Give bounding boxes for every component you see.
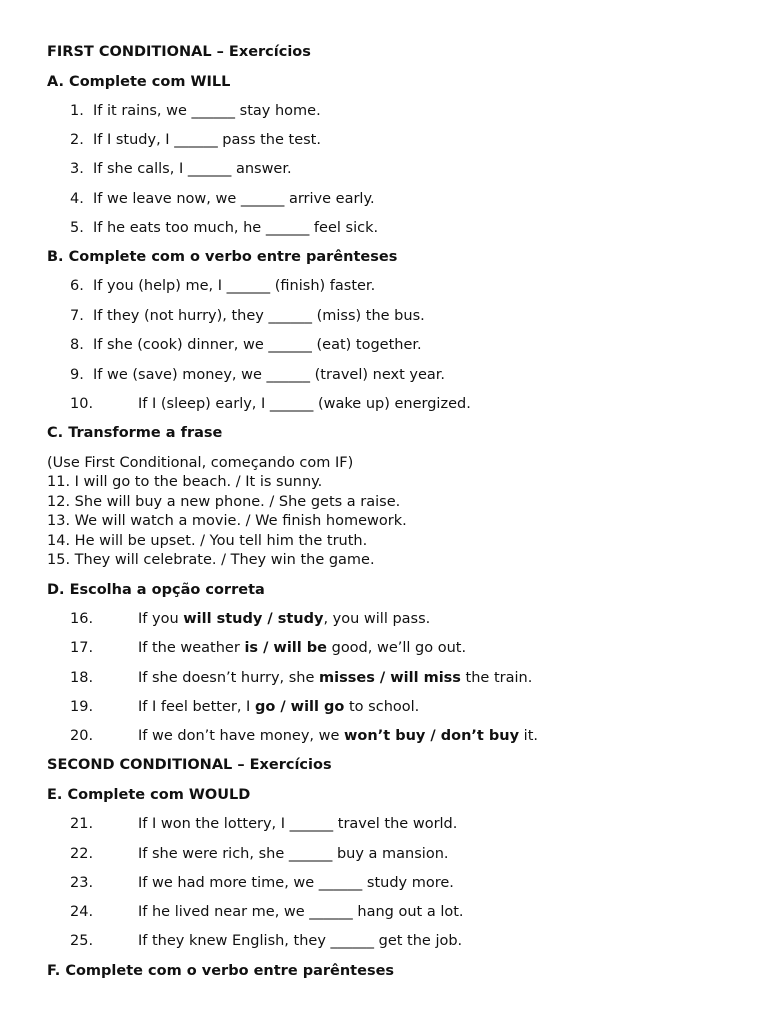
item-text: If they (not hurry), they ______ (miss) the bus.	[93, 308, 425, 324]
item-number: 20.	[70, 728, 94, 744]
item-number: 10.	[70, 396, 94, 412]
item-text: If we don’t have money, we won’t buy / don’t buy it.	[138, 728, 538, 744]
section-e-heading: E. Complete com WOULD	[47, 787, 251, 803]
choice-options: misses / will miss	[319, 670, 461, 686]
list-item: 13. We will watch a movie. / We finish homework.	[47, 513, 407, 529]
item-number: 4.	[70, 191, 84, 207]
item-number: 5.	[70, 220, 84, 236]
item-text: If we (save) money, we ______ (travel) next year.	[93, 367, 445, 383]
section-a-heading: A. Complete com WILL	[47, 74, 231, 90]
item-number: 21.	[70, 816, 94, 832]
choice-options: will study / study	[183, 611, 324, 627]
item-text: If she (cook) dinner, we ______ (eat) together.	[93, 337, 422, 353]
item-text: If she were rich, she ______ buy a mansion.	[138, 846, 449, 862]
item-text: If we had more time, we ______ study more.	[138, 875, 454, 891]
item-text: If she doesn’t hurry, she misses / will miss the train.	[138, 670, 533, 686]
item-number: 23.	[70, 875, 94, 891]
item-number: 24.	[70, 904, 94, 920]
item-number: 8.	[70, 337, 84, 353]
item-number: 17.	[70, 640, 94, 656]
choice-options: won’t buy / don’t buy	[344, 728, 520, 744]
section-d-heading: D. Escolha a opção correta	[47, 582, 265, 598]
second-conditional-title: SECOND CONDITIONAL – Exercícios	[47, 757, 332, 773]
list-item: 14. He will be upset. / You tell him the truth.	[47, 533, 368, 549]
item-text: If you (help) me, I ______ (finish) faster.	[93, 278, 376, 294]
item-number: 18.	[70, 670, 94, 686]
choice-options: go / will go	[254, 699, 345, 715]
item-text: If I feel better, I go / will go to school.	[138, 699, 420, 715]
section-c-heading: C. Transforme a frase	[47, 425, 223, 441]
item-number: 7.	[70, 308, 84, 324]
item-text: If we leave now, we ______ arrive early.	[93, 191, 375, 207]
item-number: 6.	[70, 278, 84, 294]
list-item: 12. She will buy a new phone. / She gets a raise.	[47, 494, 401, 510]
item-text: If you will study / study, you will pass.	[138, 611, 431, 627]
item-number: 3.	[70, 161, 84, 177]
item-text: If I (sleep) early, I ______ (wake up) energized.	[138, 396, 471, 412]
item-text: If I won the lottery, I ______ travel the world.	[138, 816, 458, 832]
item-number: 25.	[70, 933, 94, 949]
item-text: If he eats too much, he ______ feel sick.	[93, 220, 379, 236]
item-text: If they knew English, they ______ get the job.	[138, 933, 463, 949]
page-title: FIRST CONDITIONAL – Exercícios	[47, 44, 311, 60]
item-number: 16.	[70, 611, 94, 627]
item-text: If the weather is / will be good, we’ll go out.	[138, 640, 467, 656]
item-number: 22.	[70, 846, 94, 862]
item-text: If I study, I ______ pass the test.	[93, 132, 321, 148]
choice-options: is / will be	[244, 640, 327, 656]
instruction-text: (Use First Conditional, começando com IF)	[47, 455, 354, 471]
item-text: If it rains, we ______ stay home.	[93, 103, 321, 119]
item-text: If he lived near me, we ______ hang out a lot.	[138, 904, 464, 920]
item-text: If she calls, I ______ answer.	[93, 161, 292, 177]
section-b-heading: B. Complete com o verbo entre parênteses	[47, 249, 398, 265]
list-item: 11. I will go to the beach. / It is sunny.	[47, 474, 323, 490]
section-f-heading: F. Complete com o verbo entre parênteses	[47, 963, 395, 979]
item-number: 9.	[70, 367, 84, 383]
item-number: 2.	[70, 132, 84, 148]
item-number: 1.	[70, 103, 84, 119]
item-number: 19.	[70, 699, 94, 715]
list-item: 15. They will celebrate. / They win the game.	[47, 552, 375, 568]
